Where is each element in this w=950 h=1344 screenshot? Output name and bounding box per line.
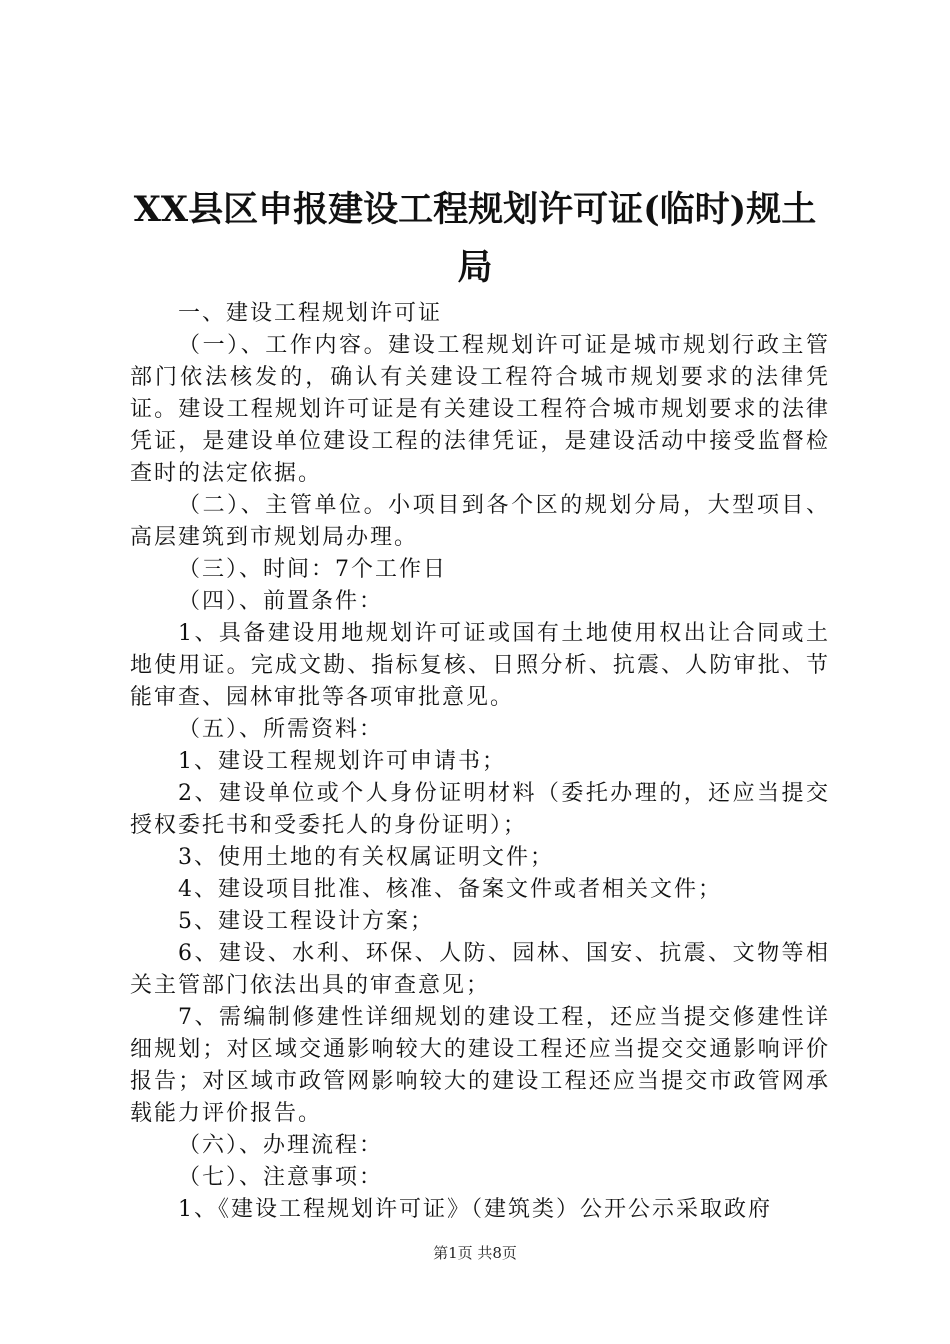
list-item: 7、需编制修建性详细规划的建设工程，还应当提交修建性详细规划；对区域交通影响较大的建设工程还应当提交交通影响评价报告；对区域市政管网影响较大的建设工程还应当提交市政管网承载能力评价报告。 [130, 1005, 830, 1126]
list-item: 4、建设项目批准、核准、备案文件或者相关文件； [178, 877, 722, 902]
page-number-footer: 第1页 共8页 [433, 1244, 517, 1262]
paragraph-preconditions: （四）、前置条件： [178, 589, 384, 614]
paragraph-authority: （二）、主管单位。小项目到各个区的规划分局，大型项目、高层建筑到市规划局办理。 [130, 493, 830, 550]
paragraph-time: （三）、时间：7个工作日 [178, 557, 447, 582]
list-item: 5、建设工程设计方案； [178, 909, 434, 934]
document-title-line-2: 局 [457, 247, 493, 288]
list-item: 1、建设工程规划许可申请书； [178, 749, 506, 774]
list-item: 6、建设、水利、环保、人防、园林、国安、抗震、文物等相关主管部门依法出具的审查意见； [130, 941, 830, 998]
document-title-line-1: XX县区申报建设工程规划许可证(临时)规土 [133, 189, 817, 230]
paragraph-materials: （五）、所需资料： [178, 717, 384, 742]
list-item: 2、建设单位或个人身份证明材料（委托办理的，还应当提交授权委托书和受委托人的身份证明）； [130, 781, 830, 838]
paragraph-process: （六）、办理流程： [178, 1133, 384, 1158]
list-item: 3、使用土地的有关权属证明文件； [178, 845, 554, 870]
list-item: 1、具备建设用地规划许可证或国有土地使用权出让合同或土地使用证。完成文勘、指标复核、日照分析、抗震、人防审批、节能审查、园林审批等各项审批意见。 [130, 621, 830, 710]
paragraph-notes: （七）、注意事项： [178, 1165, 384, 1190]
section-heading: 一、建设工程规划许可证 [178, 301, 443, 326]
paragraph-work-content: （一）、工作内容。建设工程规划许可证是城市规划行政主管部门依法核发的，确认有关建设工程符合城市规划要求的法律凭证。建设工程规划许可证是有关建设工程符合城市规划要求的法律凭证，是建设单位建设工程的法律凭证，是建设活动中接受监督检查时的法定依据。 [130, 333, 830, 486]
list-item: 1、《建设工程规划许可证》（建筑类）公开公示采取政府 [178, 1197, 772, 1222]
document-body [130, 298, 830, 1226]
